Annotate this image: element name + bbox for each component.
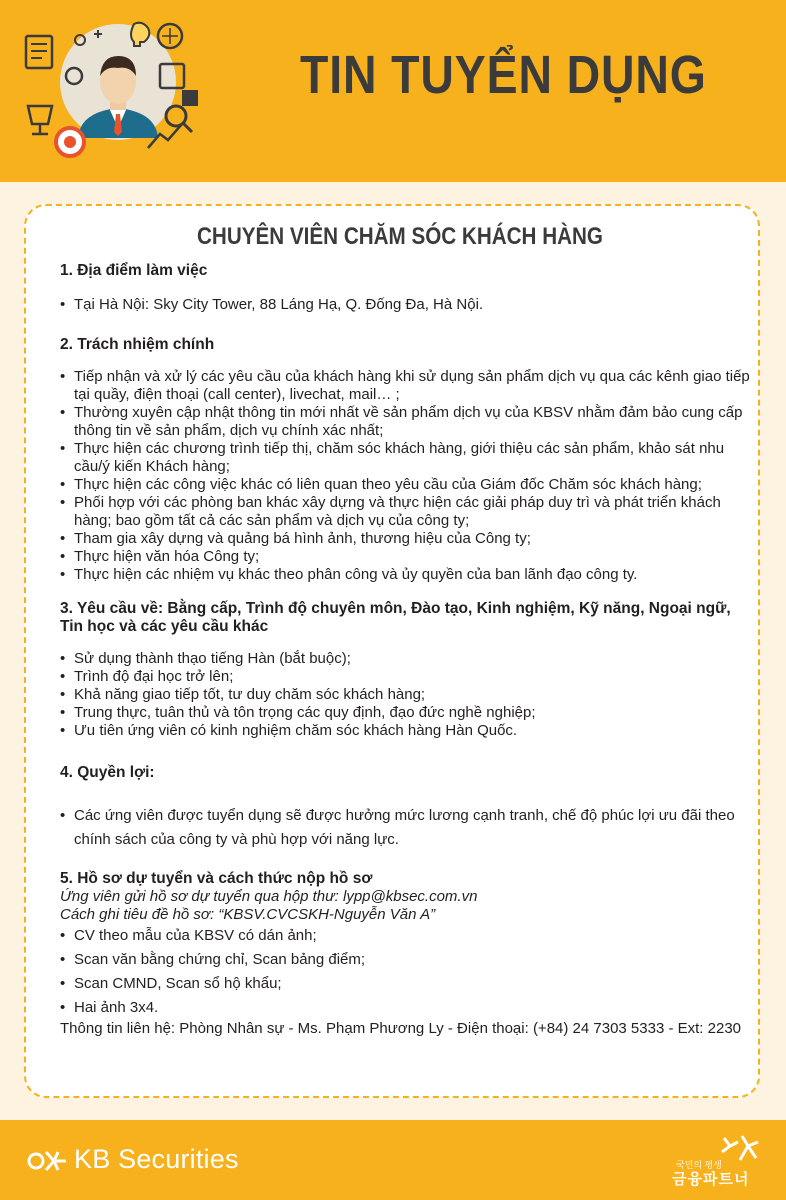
- list-item: • Thực hiện các công việc khác có liên quan theo yêu cầu của Giám đốc Chăm sóc khách hàng;: [60, 476, 750, 494]
- list-item: • Thực hiện các nhiệm vụ khác theo phân công và ủy quyền của ban lãnh đạo công ty.: [60, 566, 750, 584]
- recruitment-illustration: [18, 16, 208, 166]
- list-item: • Tiếp nhận và xử lý các yêu cầu của khách hàng khi sử dụng sản phẩm dịch vụ qua các kênh giao tiếp tại quầy, điện thoại (call center), livechat, mail… ;: [60, 368, 750, 404]
- responsibility-list: [60, 368, 750, 584]
- partner-slogan-top: 국민의 평생: [676, 1160, 722, 1170]
- section-heading: 3. Yêu cầu về: Bằng cấp, Trình độ chuyên môn, Đào tạo, Kinh nghiệm, Kỹ năng, Ngoại ngữ, Tin học và các yêu cầu khác: [60, 600, 731, 635]
- page-title: TIN TUYỂN DỤNG: [300, 45, 707, 105]
- list-item: • Scan CMND, Scan sổ hộ khẩu;: [60, 972, 750, 996]
- list-item: • Phối hợp với các phòng ban khác xây dựng và thực hiện các giải pháp duy trì và phát triển khách hàng; bao gồm tất cả các sản phẩm và dịch vụ của công ty;: [60, 494, 750, 530]
- location-list: [60, 296, 750, 314]
- list-item: • Tham gia xây dựng và quảng bá hình ảnh, thương hiệu của Công ty;: [60, 530, 750, 548]
- application-subject-note: Cách ghi tiêu đề hồ sơ: “KBSV.CVCSKH-Nguyễn Văn A”: [60, 906, 436, 923]
- section-heading: 5. Hồ sơ dự tuyển và cách thức nộp hồ sơ: [60, 870, 373, 887]
- header-banner: [0, 0, 786, 182]
- brand-name: KB Securities: [74, 1144, 239, 1174]
- section-heading: 2. Trách nhiệm chính: [60, 336, 215, 353]
- star-figures-icon: [718, 1132, 762, 1166]
- list-item: • CV theo mẫu của KBSV có dán ảnh;: [60, 924, 750, 948]
- list-item: • Thực hiện các chương trình tiếp thị, chăm sóc khách hàng, giới thiệu các sản phẩm, khảo sát nhu cầu/ý kiến Khách hàng;: [60, 440, 750, 476]
- job-title: CHUYÊN VIÊN CHĂM SÓC KHÁCH HÀNG: [197, 223, 603, 250]
- job-posting: [60, 222, 750, 1038]
- footer-banner: [0, 1120, 786, 1200]
- application-email-note: Ứng viên gửi hồ sơ dự tuyển qua hộp thư: lypp@kbsec.com.vn: [60, 888, 478, 905]
- section-heading: 4. Quyền lợi:: [60, 764, 155, 781]
- partner-logo: [668, 1132, 768, 1192]
- list-item: • Thường xuyên cập nhật thông tin mới nhất về sản phẩm dịch vụ của KBSV nhằm đảm bảo cung cấp thông tin về sản phẩm, dịch vụ chính xác nhất;: [60, 404, 750, 440]
- list-item: • Ưu tiên ứng viên có kinh nghiệm chăm sóc khách hàng Hàn Quốc.: [60, 722, 750, 740]
- list-item: • Trình độ đại học trở lên;: [60, 668, 750, 686]
- list-item: • Sử dụng thành thạo tiếng Hàn (bắt buộc);: [60, 650, 750, 668]
- requirement-list: [60, 650, 750, 740]
- contact-info: Thông tin liên hệ: Phòng Nhân sự - Ms. Phạm Phương Ly - Điện thoại: (+84) 24 7303 5333 - Ext: 2230: [60, 1020, 742, 1037]
- kb-star-logo-icon: [26, 1144, 70, 1178]
- section-heading: 1. Địa điểm làm việc: [60, 262, 208, 279]
- list-item: • Trung thực, tuân thủ và tôn trọng các quy định, đạo đức nghề nghiệp;: [60, 704, 750, 722]
- list-item: • Tại Hà Nội: Sky City Tower, 88 Láng Hạ, Q. Đống Đa, Hà Nội.: [60, 296, 750, 314]
- list-item: • Các ứng viên được tuyển dụng sẽ được hưởng mức lương cạnh tranh, chế độ phúc lợi ưu đãi theo chính sách của công ty và phù hợp với năng lực.: [60, 804, 750, 852]
- list-item: • Khả năng giao tiếp tốt, tư duy chăm sóc khách hàng;: [60, 686, 750, 704]
- partner-slogan-bottom: 금융파트너: [672, 1171, 750, 1188]
- list-item: • Hai ảnh 3x4.: [60, 996, 750, 1020]
- list-item: • Scan văn bằng chứng chỉ, Scan bảng điểm;: [60, 948, 750, 972]
- list-item: • Thực hiện văn hóa Công ty;: [60, 548, 750, 566]
- benefit-list: [60, 804, 750, 852]
- document-list: [60, 924, 750, 1020]
